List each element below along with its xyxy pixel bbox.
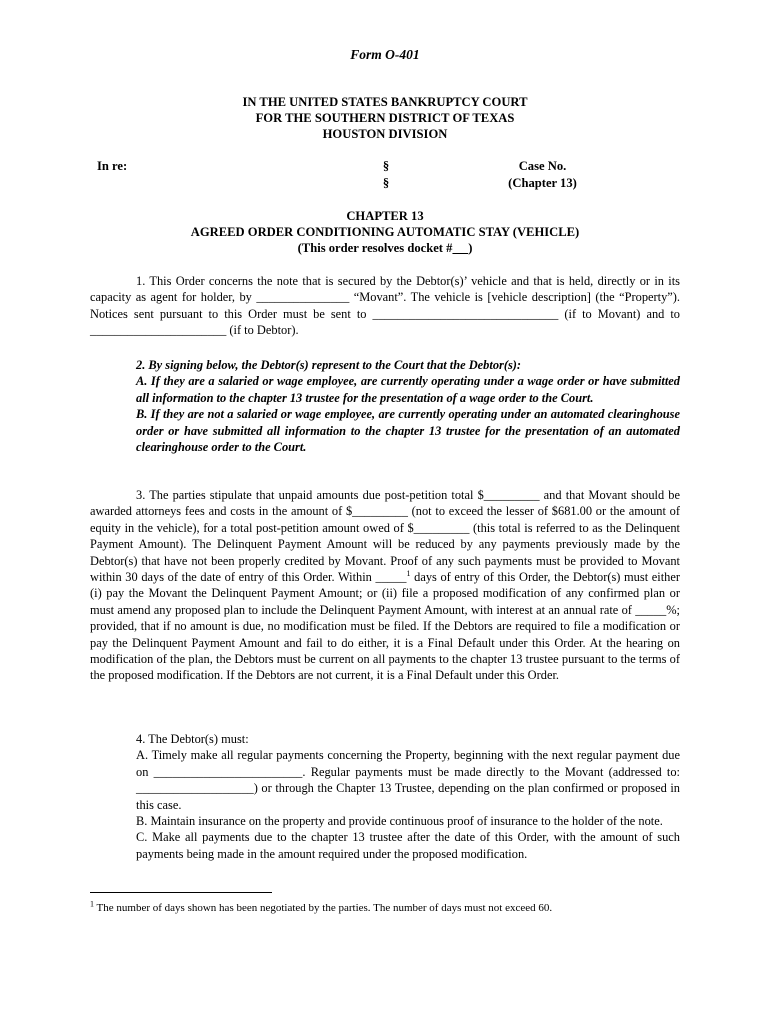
- docket-blank: [452, 241, 468, 255]
- paragraph-2-heading: 2. By signing below, the Debtor(s) represent to the Court that the Debtor(s):: [136, 358, 522, 372]
- paragraph-3-text-b: days of entry of this Order, the Debtor(s) must either (i) pay the Movant the Delinquent Payment Amount; or (ii) file a proposed modification of any confirmed plan or must amend any proposed plan to include the Delinquent Payment Amount, with interest at an annual rate of _____%; provided, that if no amount is due, no modification must be filed. If the Debtors are required to file a modification or pay the Delinquent Payment Amount and fail to do either, it is a Final Default under this Order. At the hearing on modification of the plan, the Debtors must be current on all payments to the chapter 13 trustee pursuant to the terms of the proposed modification. If the Debtors are not current, it is a Final Default under this Order.: [90, 570, 680, 683]
- section-mark-2: §: [382, 176, 390, 190]
- form-number: Form O-401: [350, 47, 420, 62]
- footnote-divider: [90, 892, 272, 893]
- title-line-1: CHAPTER 13: [346, 209, 424, 223]
- paragraph-4-item-c: C. Make all payments due to the chapter 13 trustee after the date of this Order, with the amount of such payments being made in the amount required under the proposed modification.: [136, 830, 680, 861]
- paragraph-3-text-a: 3. The parties stipulate that unpaid amounts due post-petition total $_________ and that Movant should be awarded attorneys fees and costs in the amount of $_________ (not to exceed the lesser of $681.00 or the amount of equity in the vehicle), for a total post-petition amount owed of $_________ (this total is referred to as the Delinquent Payment Amount). The Delinquent Payment Amount will be reduced by any payments previously made by the Debtor(s) that have not been properly credited by Movant. Proof of any such payments must be provided to Movant within 30 days of the date of entry of this Order. Within _____: [90, 488, 680, 585]
- court-heading: [0, 94, 770, 142]
- paragraph-4-heading: 4. The Debtor(s) must:: [136, 732, 249, 746]
- docket-prefix: (This order resolves docket #: [297, 241, 453, 255]
- case-number-label: Case No.: [518, 159, 567, 173]
- footnote-text: The number of days shown has been negotiated by the parties. The number of days must not exceed 60.: [94, 902, 553, 914]
- title-line-2: AGREED ORDER CONDITIONING AUTOMATIC STAY (VEHICLE): [190, 225, 580, 239]
- case-info: [490, 158, 595, 192]
- court-line-1: IN THE UNITED STATES BANKRUPTCY COURT: [242, 95, 528, 109]
- in-re-label: In re:: [97, 159, 128, 173]
- section-mark-1: §: [382, 159, 390, 173]
- paragraph-1: 1. This Order concerns the note that is secured by the Debtor(s)’ vehicle and that is held, directly or in its capacity as agent for holder, by _______________ “Movant”. The vehicle is [vehicle description] (the “Property”). Notices sent pursuant to this Order must be sent to ______________________________ (if to Movant) and to ______________________ (if to Debtor).: [90, 274, 680, 338]
- order-title: [0, 208, 770, 256]
- paragraph-4-item-a: A. Timely make all regular payments concerning the Property, beginning with the next regular payment due on ________________________. Regular payments must be made directly to the Movant (addressed to: ___________________) or through the Chapter 13 Trustee, depending on the plan confirmed or proposed in this case.: [136, 748, 680, 812]
- court-line-2: FOR THE SOUTHERN DISTRICT OF TEXAS: [255, 111, 515, 125]
- chapter-label: (Chapter 13): [508, 176, 577, 190]
- title-line-3: [0, 240, 770, 256]
- paragraph-4: [90, 731, 680, 862]
- footnote-reference: 1: [406, 568, 411, 578]
- paragraph-2-item-a: A. If they are a salaried or wage employee, are currently operating under a wage order or have submitted all information to the chapter 13 trustee for the presentation of a wage order to the Court.: [136, 374, 680, 405]
- paragraph-4-item-b: B. Maintain insurance on the property and provide continuous proof of insurance to the holder of the note.: [136, 814, 663, 829]
- paragraph-2: [90, 357, 680, 455]
- paragraph-3: [90, 487, 680, 684]
- court-line-3: HOUSTON DIVISION: [322, 127, 448, 141]
- footnote-mark: 1: [90, 899, 94, 909]
- section-marks: [380, 158, 392, 192]
- paragraph-2-item-b: B. If they are not a salaried or wage employee, are currently operating under an automated clearinghouse order or have submitted all information to the chapter 13 trustee for the presentation of an automated clearinghouse order to the Court.: [136, 407, 680, 455]
- footnote: [90, 901, 690, 915]
- docket-suffix: ): [468, 241, 473, 255]
